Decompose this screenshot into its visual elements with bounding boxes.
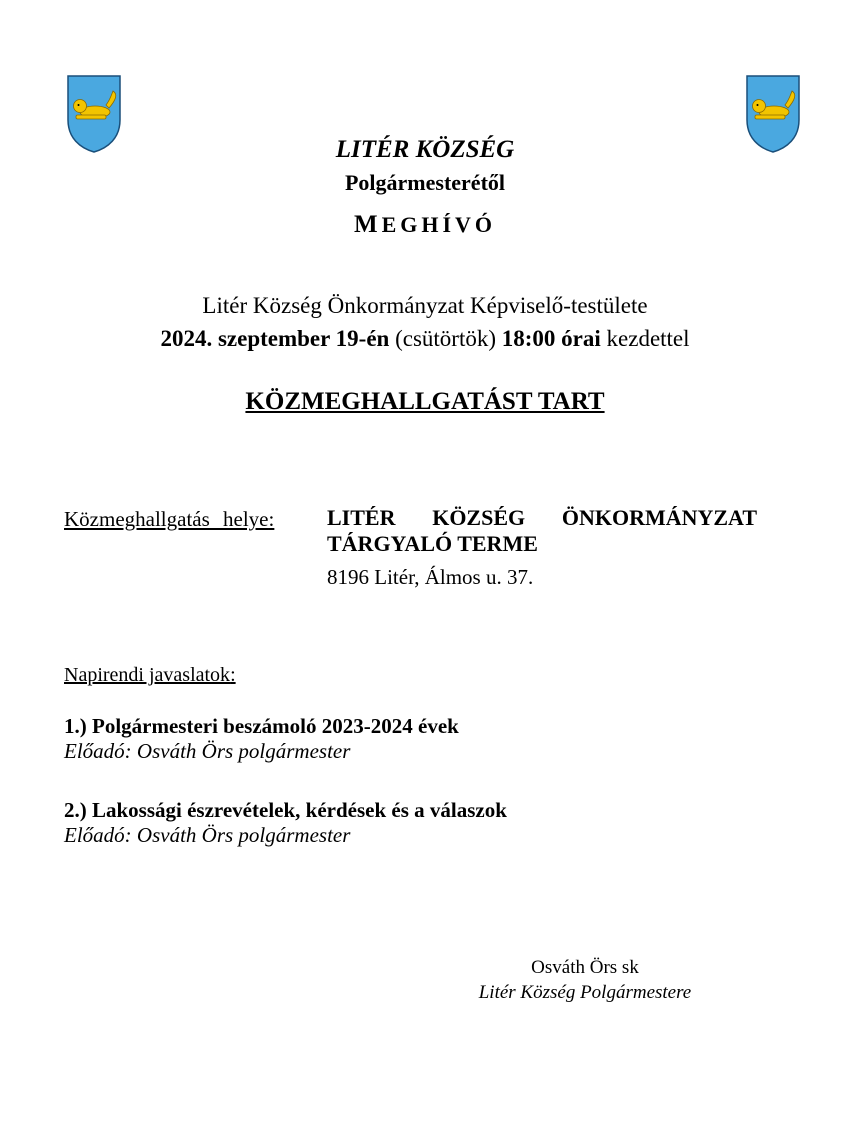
agenda-item-speaker: Előadó: Osváth Örs polgármester: [64, 739, 351, 763]
agenda-item: [64, 714, 459, 764]
meeting-start: kezdettel: [600, 326, 690, 351]
location-word: ÖNKORMÁNYZAT: [561, 505, 757, 530]
agenda-label: [64, 664, 236, 687]
location-name-line2: TÁRGYALÓ TERME: [327, 531, 538, 556]
document-title: [0, 211, 850, 239]
location-name-line1: [327, 505, 757, 531]
document-title-rest: EGHÍVÓ: [381, 212, 497, 237]
meeting-weekday: (csütörtök): [389, 326, 502, 351]
meeting-time: 18:00 órai: [501, 326, 601, 351]
municipality-title: LITÉR KÖZSÉG: [335, 136, 515, 163]
intro-datetime: [0, 326, 850, 352]
sender-line: Polgármesterétől: [344, 170, 506, 195]
location-word: LITÉR: [327, 505, 396, 530]
headline-text: KÖZMEGHALLGATÁST TART: [245, 388, 605, 415]
headline: [0, 388, 850, 416]
location-word: KÖZSÉG: [432, 505, 526, 530]
location-address: 8196 Litér, Álmos u. 37.: [327, 565, 534, 589]
document-title-initial: M: [353, 211, 382, 238]
signature-name: Osváth Örs sk: [531, 957, 639, 978]
location-name: [327, 505, 757, 557]
meeting-date: 2024. szeptember 19-én: [160, 326, 390, 351]
agenda-label-text: Napirendi javaslatok: [64, 664, 231, 686]
agenda-item-speaker: Előadó: Osváth Örs polgármester: [64, 823, 351, 847]
agenda-item: [64, 798, 507, 848]
location-label-text: Közmeghallgatás helye: [64, 507, 269, 531]
agenda-item-title: 1.) Polgármesteri beszámoló 2023-2024 évek: [64, 714, 459, 738]
signature-role: Litér Község Polgármestere: [478, 982, 692, 1003]
intro-line: Litér Község Önkormányzat Képviselő-testülete: [202, 293, 648, 318]
location-label-colon: :: [268, 507, 275, 531]
location-label: [64, 507, 274, 532]
agenda-label-colon: :: [230, 664, 236, 686]
agenda-item-title: 2.) Lakossági észrevételek, kérdések és a válaszok: [64, 798, 507, 822]
